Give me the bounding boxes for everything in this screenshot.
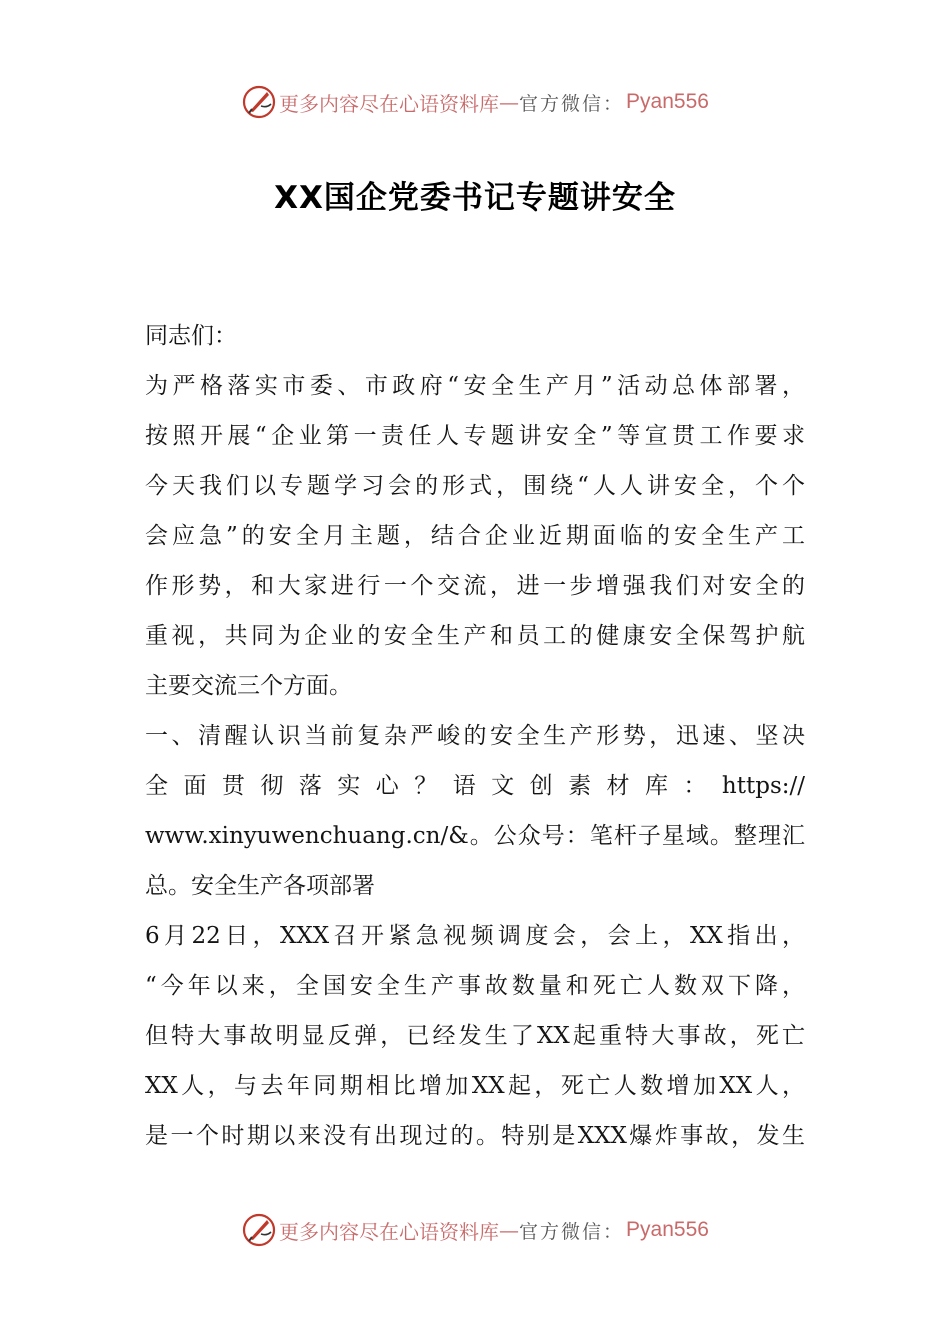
body-line: 会应急”的安全月主题，结合企业近期面临的安全生产工 (145, 523, 805, 549)
document-title: XX国企党委书记专题讲安全 (274, 180, 676, 216)
body-line: 6月22日，XXX召开紧急视频调度会，会上，XX指出， (145, 923, 805, 949)
body-line: 全面贯彻落实心？语文创素材库：https:// (145, 773, 805, 799)
body-line: 同志们： (145, 323, 237, 349)
header-slogan: 更多内容尽在心语资料库 (279, 91, 500, 116)
body-line: 作形势，和大家进行一个交流，进一步增强我们对安全的 (145, 573, 805, 599)
body-line: 总。安全生产各项部署 (145, 873, 375, 899)
footer-wechat-id: Pyan556 (626, 1218, 709, 1241)
body-line: 但特大事故明显反弹，已经发生了XX起重特大事故，死亡 (145, 1023, 805, 1049)
footer-watermark-banner (0, 1210, 950, 1250)
body-line: 主要交流三个方面。 (145, 673, 352, 699)
header-separator: — (499, 90, 520, 114)
body-line: 是一个时期以来没有出现过的。特别是XXX爆炸事故，发生 (145, 1123, 805, 1149)
footer-separator: — (499, 1218, 520, 1242)
body-line: 今天我们以专题学习会的形式，围绕“人人讲安全，个个 (145, 473, 805, 499)
quill-logo-icon (241, 1212, 277, 1248)
header-wechat-label: 官方微信： (519, 92, 625, 115)
body-line: 为严格落实市委、市政府“安全生产月”活动总体部署， (145, 373, 805, 399)
footer-slogan: 更多内容尽在心语资料库 (279, 1219, 500, 1244)
body-line: XX人，与去年同期相比增加XX起，死亡人数增加XX人， (145, 1073, 805, 1099)
header-wechat-id: Pyan556 (626, 90, 709, 113)
header-watermark-banner (0, 82, 950, 122)
body-line: www.xinyuwenchuang.cn/&。公众号：笔杆子星域。整理汇 (145, 823, 805, 849)
body-line: 按照开展“企业第一责任人专题讲安全”等宣贯工作要求 (145, 423, 805, 449)
document-body (145, 311, 805, 1161)
body-line: “今年以来，全国安全生产事故数量和死亡人数双下降， (145, 973, 805, 999)
quill-logo-icon (241, 84, 277, 120)
body-line: 重视，共同为企业的安全生产和员工的健康安全保驾护航 (145, 623, 805, 649)
footer-wechat-label: 官方微信： (519, 1220, 625, 1243)
body-line: 一、清醒认识当前复杂严峻的安全生产形势，迅速、坚决 (145, 723, 805, 749)
